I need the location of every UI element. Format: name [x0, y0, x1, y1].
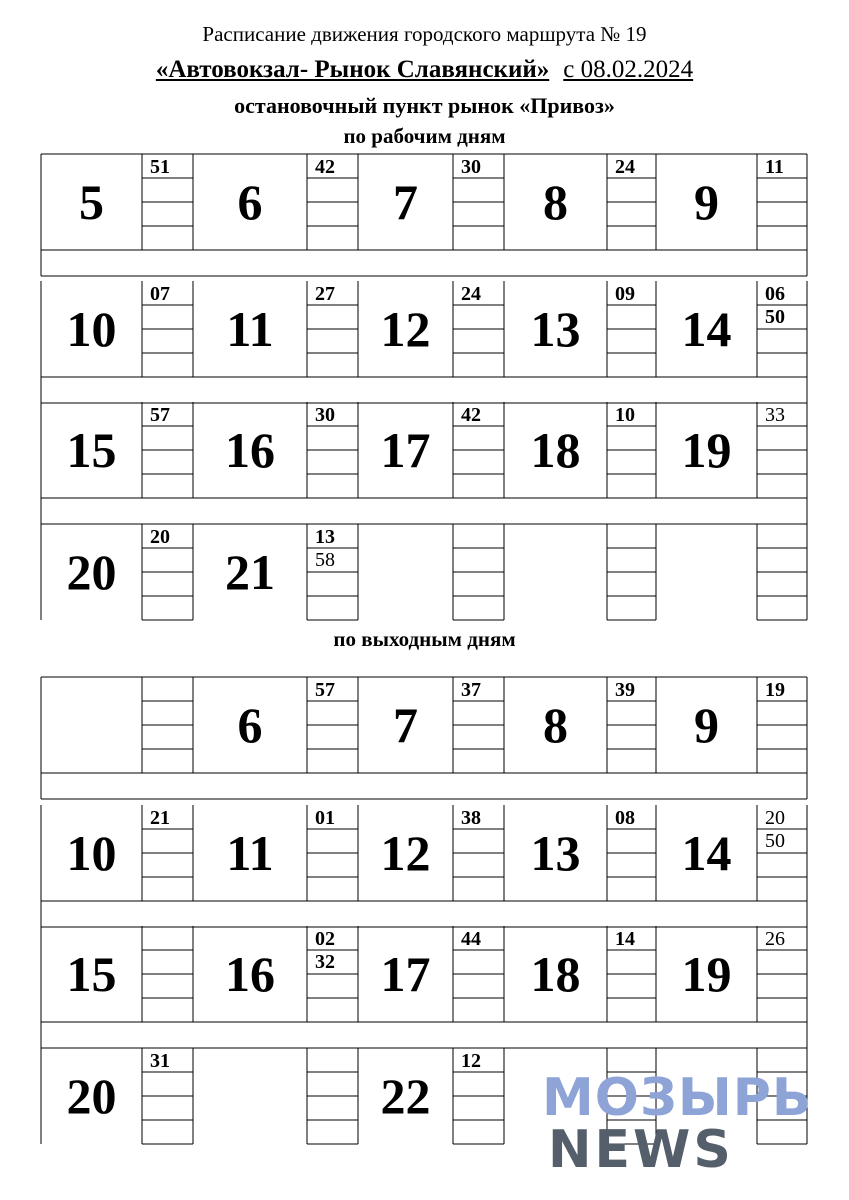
- weekday-hour: 9: [694, 174, 719, 230]
- weekend-hour: 6: [237, 697, 263, 753]
- weekend-title: по выходным дням: [333, 627, 516, 651]
- weekend-departure-minute: 39: [615, 679, 635, 701]
- weekday-departure-minute: 20: [150, 526, 170, 548]
- weekday-hour: 17: [380, 422, 431, 478]
- weekday-departure-minute: 51: [150, 156, 170, 178]
- weekday-hour: 11: [226, 301, 274, 357]
- weekend-hour: 22: [380, 1068, 431, 1124]
- weekend-hour: 14: [681, 825, 732, 881]
- weekday-departure-minute: 13: [315, 526, 335, 548]
- effective-date: с 08.02.2024: [563, 56, 694, 83]
- weekday-departure-minute: 30: [315, 404, 335, 426]
- weekday-hour: 7: [393, 174, 418, 230]
- route-name: «Автовокзал- Рынок Славянский»: [155, 56, 550, 83]
- weekend-hour: 19: [681, 946, 732, 1002]
- weekday-departure-minute: 24: [461, 283, 481, 305]
- weekday-hour: 16: [225, 422, 275, 478]
- weekend-departure-minute: 20: [765, 807, 785, 829]
- weekday-departure-minute: 42: [461, 404, 481, 426]
- weekend-departure-minute: 02: [315, 928, 335, 950]
- weekend-hour: 15: [66, 946, 117, 1002]
- schedule-heading: Расписание движения городского маршрута № 19: [202, 22, 647, 46]
- weekend-hour: 8: [543, 697, 568, 753]
- stop-name: остановочный пункт рынок «Привоз»: [234, 93, 615, 118]
- weekend-departure-minute: 21: [150, 807, 170, 829]
- watermark-logo-line1: МОЗЫРЬ: [542, 1068, 813, 1128]
- weekend-hour: 12: [380, 825, 431, 881]
- weekday-hour: 5: [79, 174, 104, 230]
- weekend-hour: 10: [66, 825, 117, 881]
- weekday-departure-minute: 06: [765, 283, 785, 305]
- weekday-departure-minute: 24: [615, 156, 635, 178]
- weekday-departure-minute: 50: [765, 306, 785, 328]
- weekend-departure-minute: 37: [461, 679, 481, 701]
- weekend-departure-minute: 50: [765, 830, 785, 852]
- weekday-hour: 19: [681, 422, 732, 478]
- weekend-hour: 7: [393, 697, 418, 753]
- weekday-title: по рабочим дням: [343, 124, 506, 148]
- weekend-hour: 17: [380, 946, 431, 1002]
- weekday-hour: 6: [237, 174, 263, 230]
- weekend-departure-minute: 01: [315, 807, 335, 829]
- weekday-departure-minute: 07: [150, 283, 170, 305]
- weekday-departure-minute: 27: [315, 283, 335, 305]
- weekend-departure-minute: 31: [150, 1050, 170, 1072]
- weekend-departure-minute: 38: [461, 807, 481, 829]
- weekend-departure-minute: 12: [461, 1050, 481, 1072]
- weekday-hour: 12: [380, 301, 431, 357]
- weekday-hour: 13: [530, 301, 581, 357]
- weekend-hour: 16: [225, 946, 275, 1002]
- weekend-departure-minute: 19: [765, 679, 785, 701]
- weekend-departure-minute: 57: [315, 679, 335, 701]
- weekend-hour: 20: [66, 1068, 117, 1124]
- weekday-departure-minute: 42: [315, 156, 335, 178]
- weekday-hour: 10: [66, 301, 117, 357]
- weekday-hour: 21: [225, 544, 275, 600]
- weekday-hour: 15: [66, 422, 117, 478]
- weekend-hour: 13: [530, 825, 581, 881]
- weekend-hour: 9: [694, 697, 719, 753]
- weekday-departure-minute: 09: [615, 283, 635, 305]
- weekend-departure-minute: 08: [615, 807, 635, 829]
- weekend-hour: 18: [530, 946, 581, 1002]
- weekend-departure-minute: 44: [461, 928, 481, 950]
- weekday-departure-minute: 58: [315, 549, 335, 571]
- weekday-departure-minute: 11: [765, 156, 784, 178]
- weekend-hour: 11: [226, 825, 274, 881]
- weekday-hour: 8: [543, 174, 568, 230]
- weekday-departure-minute: 33: [765, 404, 785, 426]
- weekend-departure-minute: 32: [315, 951, 335, 973]
- weekend-departure-minute: 14: [615, 928, 635, 950]
- weekday-hour: 18: [530, 422, 581, 478]
- weekday-departure-minute: 30: [461, 156, 481, 178]
- watermark-logo-line2: NEWS: [548, 1120, 734, 1180]
- weekday-hour: 20: [66, 544, 117, 600]
- weekday-hour: 14: [681, 301, 732, 357]
- weekend-departure-minute: 26: [765, 928, 785, 950]
- weekday-departure-minute: 57: [150, 404, 170, 426]
- weekday-departure-minute: 10: [615, 404, 635, 426]
